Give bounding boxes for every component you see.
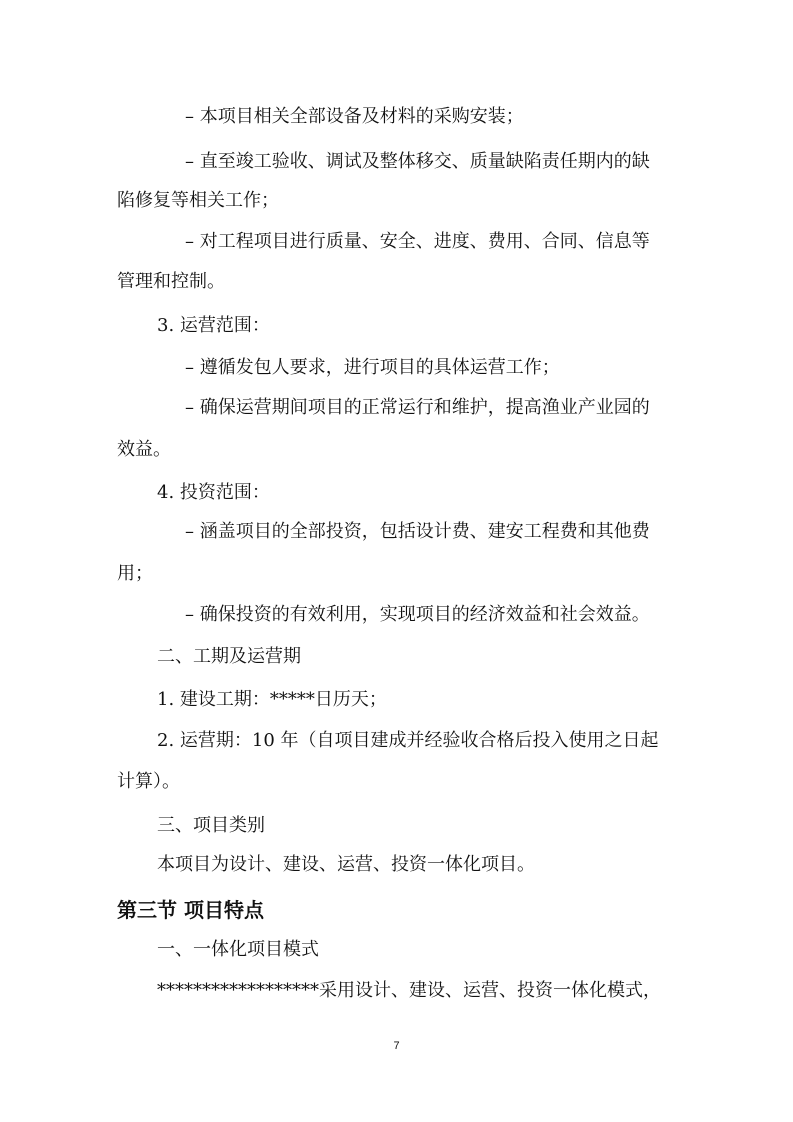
schedule-operation: 2. 运营期：10 年（自项目建成并经验收合格后投入使用之日起 [157,730,659,751]
page-number: 7 [393,1040,400,1052]
heading-operation-scope: 3. 运营范围： [157,315,270,336]
list-item-investment-cover-cont: 用； [117,563,153,584]
schedule-operation-cont: 计算）。 [117,771,180,792]
list-item-control-cont: 管理和控制。 [117,271,225,292]
list-item-acceptance-cont: 陷修复等相关工作； [117,190,279,211]
list-item-procurement: – 本项目相关全部设备及材料的采购安装； [185,106,524,127]
heading-schedule: 二、工期及运营期 [157,646,301,667]
list-item-acceptance: – 直至竣工验收、调试及整体移交、质量缺陷责任期内的缺 [185,151,650,172]
integrated-mode-text: ******************采用设计、建设、运营、投资一体化模式， [157,980,661,1001]
schedule-construction: 1. 建设工期：*****日历天； [157,689,387,710]
heading-investment-scope: 4. 投资范围： [157,482,270,503]
list-item-investment-use: – 确保投资的有效利用，实现项目的经济效益和社会效益。 [185,604,650,625]
heading-category: 三、项目类别 [157,815,265,836]
category-text: 本项目为设计、建设、运营、投资一体化项目。 [157,854,535,875]
list-item-investment-cover: – 涵盖项目的全部投资，包括设计费、建安工程费和其他费 [185,521,650,542]
section-title: 第三节 项目特点 [117,898,264,922]
list-item-operation-benefit: – 确保运营期间项目的正常运行和维护，提高渔业产业园的 [185,397,650,418]
list-item-operation-work: – 遵循发包人要求，进行项目的具体运营工作； [185,357,560,378]
heading-integrated-mode: 一、一体化项目模式 [157,939,319,960]
list-item-control: – 对工程项目进行质量、安全、进度、费用、合同、信息等 [185,231,650,252]
list-item-operation-benefit-cont: 效益。 [117,439,171,460]
